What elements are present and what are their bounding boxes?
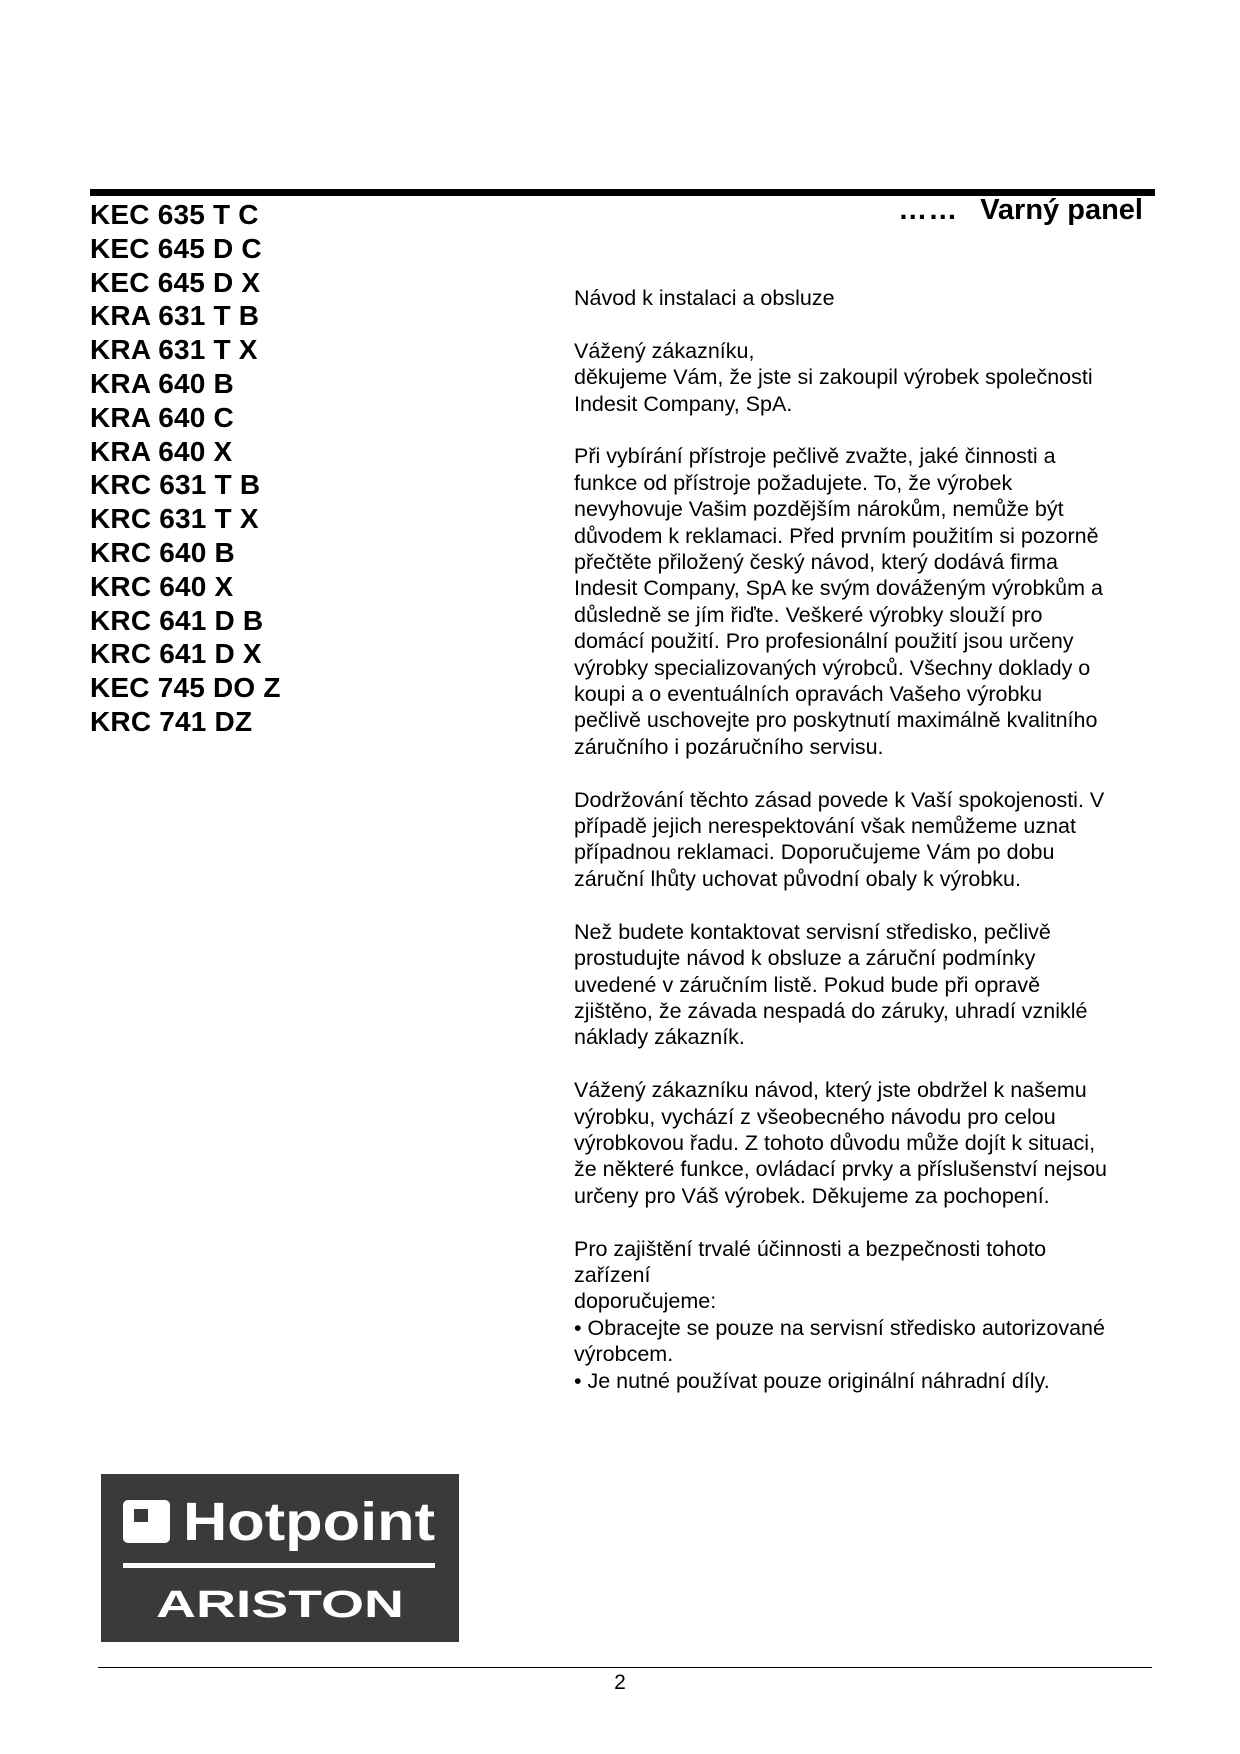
model-item: KRA 640 X — [90, 435, 233, 467]
paragraph-line: • Je nutné používat pouze originální náhradní díly. — [574, 1368, 1050, 1393]
paragraph-line: nevyhovuje Vašim pozdějším nárokům, nemůže být — [574, 497, 1064, 522]
paragraph — [574, 1077, 1174, 1209]
paragraph — [574, 285, 1174, 311]
paragraph-line: Při vybírání přístroje pečlivě zvažte, jaké činnosti a — [574, 444, 1056, 469]
paragraph-line: důvodem k reklamaci. Před prvním použitím si pozorně — [574, 523, 1099, 548]
paragraph-line: důsledně se jím řiďte. Veškeré výrobky slouží pro — [574, 602, 1043, 627]
paragraph — [574, 919, 1174, 1051]
model-item: KEC 645 D C — [90, 232, 262, 264]
paragraph-line: zjištěno, že závada nespadá do záruky, uhradí vzniklé — [574, 998, 1088, 1023]
paragraph-line: Než budete kontaktovat servisní středisko, pečlivě — [574, 919, 1051, 944]
model-item: KRC 631 T X — [90, 503, 259, 535]
logo-text-ariston: ARISTON — [156, 1584, 404, 1626]
paragraph-line: případnou reklamaci. Doporučujeme Vám po dobu — [574, 840, 1055, 865]
paragraph — [574, 787, 1174, 893]
model-item: KRC 631 T B — [90, 469, 261, 501]
paragraph-line: Pro zajištění trvalé účinnosti a bezpečnosti tohoto — [574, 1236, 1047, 1261]
paragraph-line: děkujeme Vám, že jste si zakoupil výrobek společnosti — [574, 365, 1093, 390]
paragraph-line: určeny pro Váš výrobek. Děkujeme za pochopení. — [574, 1183, 1050, 1208]
logo-divider — [123, 1563, 435, 1568]
hotpoint-ariston-logo — [101, 1474, 459, 1642]
paragraph-line: Vážený zákazníku návod, který jste obdržel k našemu — [574, 1078, 1087, 1103]
paragraph-line: koupi a o eventuálních opravách Vašeho výrobku — [574, 682, 1043, 707]
model-item: KRA 631 T X — [90, 334, 258, 366]
paragraph-line: výrobkovou řadu. Z tohoto důvodu může dojít k situaci, — [574, 1130, 1096, 1155]
paragraph-line: výrobky specializovaných výrobců. Všechny doklady o — [574, 655, 1091, 680]
paragraph-line: výrobcem. — [574, 1342, 674, 1367]
model-item: KRC 640 B — [90, 536, 235, 568]
paragraph — [574, 1236, 1174, 1394]
model-item: KRC 641 D B — [90, 604, 264, 636]
model-item: KRA 640 C — [90, 401, 234, 433]
paragraph-line: uvedené v záručním listě. Pokud bude při opravě — [574, 972, 1041, 997]
model-item: KRC 741 DZ — [90, 705, 253, 737]
paragraph-line: funkce od přístroje požadujete. To, že výrobek — [574, 470, 1013, 495]
logo-text-hotpoint: Hotpoint — [183, 1492, 436, 1552]
paragraph-line: Dodržování těchto zásad povede k Vaší spokojenosti. V — [574, 787, 1105, 812]
model-item: KRC 640 X — [90, 570, 234, 602]
paragraph-line: doporučujeme: — [574, 1289, 717, 1314]
paragraph-line: Návod k instalaci a obsluze — [574, 286, 835, 310]
paragraph-line: prostudujte návod k obsluze a záruční podmínky — [574, 946, 1036, 971]
paragraph-line: pečlivě uschovejte pro poskytnutí maximálně kvalitního — [574, 708, 1098, 733]
paragraph-line: výrobku, vychází z všeobecného návodu pro celou — [574, 1104, 1056, 1129]
paragraph — [574, 338, 1174, 417]
body-text — [574, 285, 1174, 1420]
model-item: KRC 641 D X — [90, 638, 262, 670]
model-item: KEC 645 D X — [90, 266, 261, 298]
title-dots: …… — [898, 194, 959, 226]
paragraph-line: Vážený zákazníku, — [574, 338, 755, 363]
paragraph-line: zařízení — [574, 1262, 651, 1287]
model-list — [90, 198, 281, 739]
page-number: 2 — [614, 1671, 626, 1694]
paragraph-line: Indesit Company, SpA. — [574, 391, 793, 416]
paragraph-line: záručního i pozáručního servisu. — [574, 734, 884, 759]
model-item: KEC 635 T C — [90, 199, 259, 230]
paragraph-line: Indesit Company, SpA ke svým dováženým výrobkům a — [574, 576, 1103, 601]
model-item: KEC 745 DO Z — [90, 672, 281, 704]
paragraph-line: domácí použití. Pro profesionální použití jsou určeny — [574, 629, 1074, 654]
model-item: KRA 631 T B — [90, 300, 260, 332]
paragraph-line: záruční lhůty uchovat původní obaly k výrobku. — [574, 866, 1021, 891]
paragraph — [574, 443, 1174, 760]
page-title — [898, 194, 1143, 227]
paragraph-line: že některé funkce, ovládací prvky a příslušenství nejsou — [574, 1157, 1107, 1182]
paragraph-line: náklady zákazník. — [574, 1025, 745, 1050]
model-item: KRA 640 B — [90, 367, 234, 399]
paragraph-line: • Obracejte se pouze na servisní středisko autorizované — [574, 1315, 1105, 1340]
paragraph-line: přečtěte přiložený český návod, který dodává firma — [574, 550, 1058, 575]
paragraph-line: případě jejich nerespektování však nemůžeme uznat — [574, 814, 1076, 839]
bottom-rule — [98, 1667, 1152, 1668]
title-text: Varný panel — [980, 194, 1143, 226]
